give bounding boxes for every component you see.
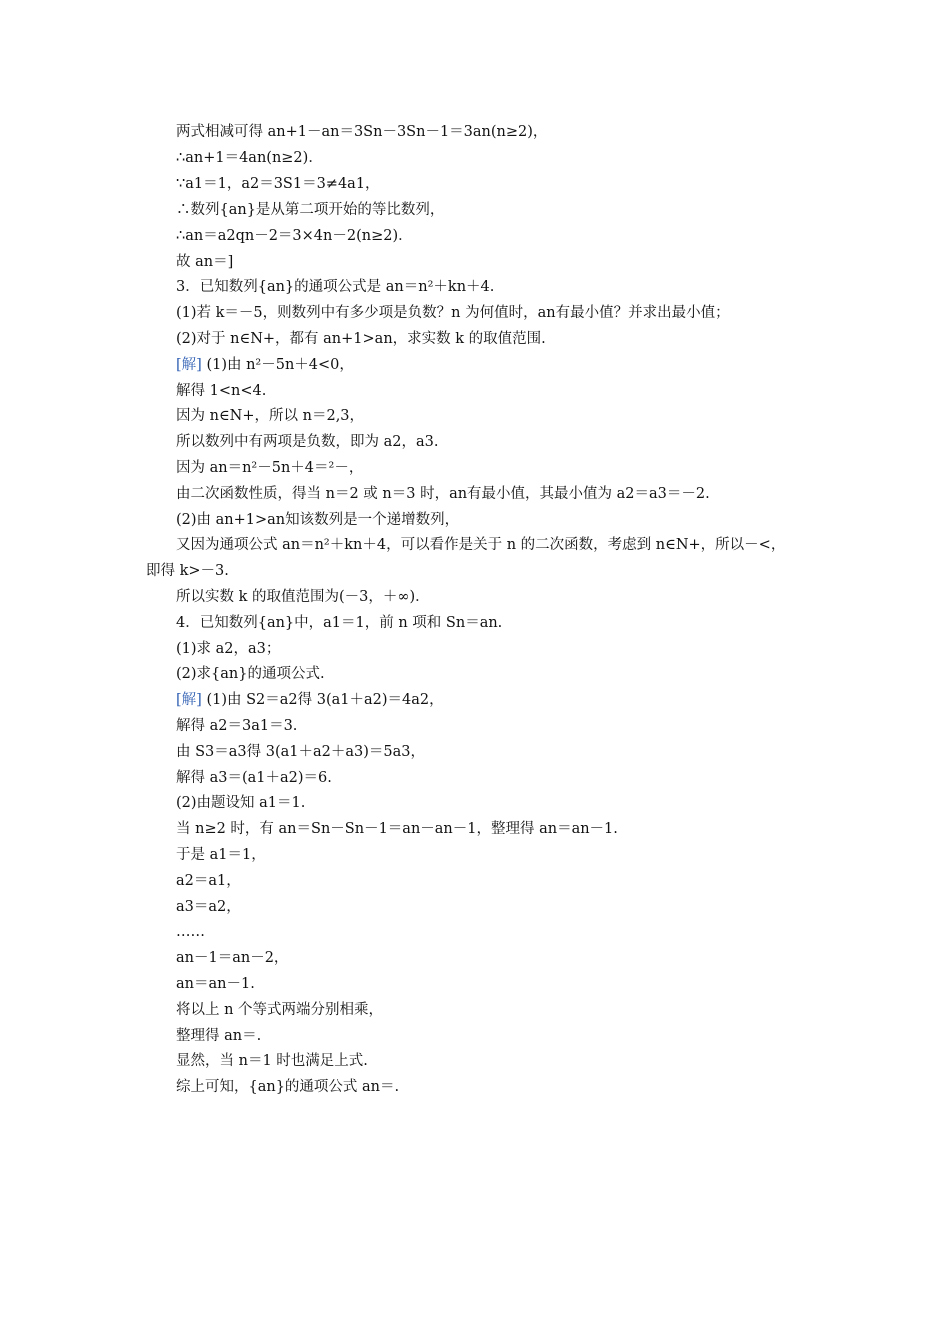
problem-4-statement: 4．已知数列{an}中，a1＝1，前 n 项和 Sn＝an. xyxy=(176,615,503,631)
text-line: 解得 a3＝(a1＋a2)＝6. xyxy=(176,770,332,786)
text-line: 由 S3＝a3得 3(a1＋a2＋a3)＝5a3， xyxy=(176,744,425,760)
text-line: 故 an＝] xyxy=(176,254,234,270)
text-line: 综上可知，{an}的通项公式 an＝. xyxy=(176,1079,400,1095)
text-line: ∴数列{an}是从第二项开始的等比数列， xyxy=(176,202,445,218)
text-line: (1)求 a2，a3； xyxy=(176,641,281,657)
text-line: 两式相减可得 an+1－an＝3Sn－3Sn－1＝3an(n≥2)， xyxy=(176,124,548,140)
text-line: (1)由 n²－5n＋4<0， xyxy=(206,357,354,373)
problem-3-statement: 3．已知数列{an}的通项公式是 an＝n²＋kn＋4. xyxy=(176,279,495,295)
text-line: …… xyxy=(176,924,205,940)
text-line: 因为 n∈N+，所以 n＝2,3， xyxy=(176,408,365,424)
text-line: 因为 an＝n²－5n＋4＝²－， xyxy=(176,460,364,476)
solution-line xyxy=(176,690,444,710)
text-line: a3＝a2， xyxy=(176,899,241,915)
solution-tag: [解] xyxy=(176,357,202,373)
text-line: 显然，当 n＝1 时也满足上式. xyxy=(176,1053,368,1069)
text-line: (1)若 k＝－5，则数列中有多少项是负数？n 为何值时，an有最小值？并求出最小值； xyxy=(176,305,730,321)
text-line: (2)由 an+1>an知该数列是一个递增数列， xyxy=(176,512,460,528)
text-line: (2)求{an}的通项公式. xyxy=(176,666,325,682)
text-line: 整理得 an＝. xyxy=(176,1028,262,1044)
text-line: 于是 a1＝1， xyxy=(176,847,266,863)
text-line: ∴an＝a2qn－2＝3×4n－2(n≥2)． xyxy=(176,228,413,244)
text-line: 解得 a2＝3a1＝3. xyxy=(176,718,298,734)
text-line: 解得 1<n<4. xyxy=(176,383,267,399)
text-line: ∵a1＝1，a2＝3S1＝3≠4a1， xyxy=(176,176,380,192)
text-line: a2＝a1， xyxy=(176,873,241,889)
solution-tag: [解] xyxy=(176,692,202,708)
text-line: an－1＝an－2， xyxy=(176,950,289,966)
text-line: 当 n≥2 时，有 an＝Sn－Sn－1＝an－an－1，整理得 an＝an－1. xyxy=(176,821,618,837)
text-line: 将以上 n 个等式两端分别相乘， xyxy=(176,1002,384,1018)
text-line: 又因为通项公式 an＝n²＋kn＋4，可以看作是关于 n 的二次函数，考虑到 n∈N+，所以－<， xyxy=(176,537,786,553)
text-line: 所以实数 k 的取值范围为(－3，＋∞)． xyxy=(176,589,430,605)
text-line: (2)由题设知 a1＝1. xyxy=(176,795,306,811)
text-line: 由二次函数性质，得当 n＝2 或 n＝3 时，an有最小值，其最小值为 a2＝a3＝－2. xyxy=(176,486,710,502)
text-line: ∴an+1＝4an(n≥2)． xyxy=(176,150,323,166)
solution-line xyxy=(176,355,354,375)
text-line: (1)由 S2＝a2得 3(a1＋a2)＝4a2， xyxy=(206,692,444,708)
text-line: (2)对于 n∈N+，都有 an+1>an，求实数 k 的取值范围. xyxy=(176,331,546,347)
text-line: 所以数列中有两项是负数，即为 a2，a3. xyxy=(176,434,439,450)
text-line: an＝an－1. xyxy=(176,976,255,992)
text-line: 即得 k>－3. xyxy=(146,563,229,579)
